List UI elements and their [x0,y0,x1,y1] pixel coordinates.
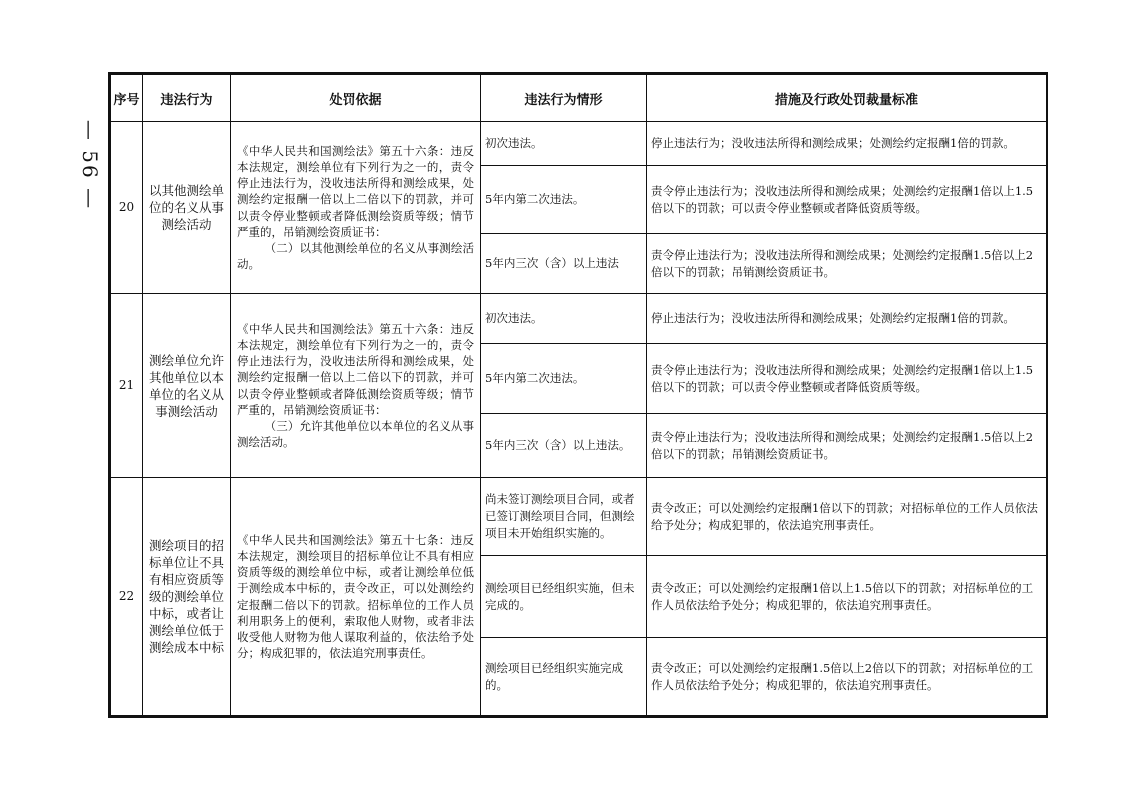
row-seq: 21 [111,294,143,478]
basis-text: 《中华人民共和国测绘法》第五十七条：违反本法规定，测绘项目的招标单位让不具有相应资质等级的测绘单位中标，或者让测绘单位低于测绘成本中标的，责令改正，可以处测绘约定报酬二倍以下的罚款。招标单位的工作人员利用职务上的便利，索取他人财物，或者非法收受他人财物为他人谋取利益的，依法给予处分；构成犯罪的，依法追究刑事责任。 [237,532,474,661]
row-violation: 测绘项目的招标单位让不具有相应资质等级的测绘单位中标，或者让测绘单位低于测绘成本中标 [143,478,231,716]
standard-cell: 停止违法行为；没收违法所得和测绘成果；处测绘约定报酬1倍的罚款。 [647,122,1047,166]
row-seq: 20 [111,122,143,294]
situation-cell: 初次违法。 [481,122,647,166]
situation-cell: 5年内第二次违法。 [481,344,647,414]
situation-cell: 初次违法。 [481,294,647,344]
row-violation: 测绘单位允许其他单位以本单位的名义从事测绘活动 [143,294,231,478]
table-row [111,294,1047,344]
header-legal-basis: 处罚依据 [231,75,481,122]
row-legal-basis [231,478,481,716]
row-legal-basis [231,122,481,294]
standard-cell: 责令停止违法行为；没收违法所得和测绘成果；处测绘约定报酬1倍以上1.5倍以下的罚款；可以责令停业整顿或者降低资质等级。 [647,344,1047,414]
situation-cell: 测绘项目已经组织实施完成的。 [481,638,647,716]
situation-cell: 5年内三次（含）以上违法。 [481,414,647,478]
page-number: — 56 — [78,119,102,211]
row-legal-basis [231,294,481,478]
table-row [111,478,1047,556]
basis-clause: （二）以其他测绘单位的名义从事测绘活动。 [237,240,474,272]
header-violation: 违法行为 [143,75,231,122]
standard-cell: 责令改正；可以处测绘约定报酬1倍以下的罚款；对招标单位的工作人员依法给予处分；构成犯罪的，依法追究刑事责任。 [647,478,1047,556]
basis-clause: （三）允许其他单位以本单位的名义从事测绘活动。 [237,418,474,450]
table-row [111,122,1047,166]
penalty-standards-table [110,74,1047,716]
standard-cell: 责令停止违法行为；没收违法所得和测绘成果；处测绘约定报酬1.5倍以上2倍以下的罚款；吊销测绘资质证书。 [647,234,1047,294]
standard-cell: 责令停止违法行为；没收违法所得和测绘成果；处测绘约定报酬1.5倍以上2倍以下的罚款；吊销测绘资质证书。 [647,414,1047,478]
situation-cell: 5年内第二次违法。 [481,166,647,234]
standard-cell: 责令改正；可以处测绘约定报酬1倍以上1.5倍以下的罚款；对招标单位的工作人员依法给予处分；构成犯罪的，依法追究刑事责任。 [647,556,1047,638]
standard-cell: 责令改正；可以处测绘约定报酬1.5倍以上2倍以下的罚款；对招标单位的工作人员依法给予处分；构成犯罪的，依法追究刑事责任。 [647,638,1047,716]
header-situation: 违法行为情形 [481,75,647,122]
table-header-row [111,75,1047,122]
header-seq: 序号 [111,75,143,122]
situation-cell: 5年内三次（含）以上违法 [481,234,647,294]
situation-cell: 测绘项目已经组织实施，但未完成的。 [481,556,647,638]
row-seq: 22 [111,478,143,716]
situation-cell: 尚未签订测绘项目合同，或者已签订测绘项目合同，但测绘项目未开始组织实施的。 [481,478,647,556]
basis-text: 《中华人民共和国测绘法》第五十六条：违反本法规定，测绘单位有下列行为之一的，责令停止违法行为，没收违法所得和测绘成果，处测绘约定报酬一倍以上二倍以下的罚款，并可以责令停业整顿或者降低测绘资质等级；情节严重的，吊销测绘资质证书： [237,143,474,239]
penalty-table-frame [108,72,1048,718]
standard-cell: 停止违法行为；没收违法所得和测绘成果；处测绘约定报酬1倍的罚款。 [647,294,1047,344]
header-penalty-standard: 措施及行政处罚裁量标准 [647,75,1047,122]
row-violation: 以其他测绘单位的名义从事测绘活动 [143,122,231,294]
standard-cell: 责令停止违法行为；没收违法所得和测绘成果；处测绘约定报酬1倍以上1.5倍以下的罚款；可以责令停业整顿或者降低资质等级。 [647,166,1047,234]
basis-text: 《中华人民共和国测绘法》第五十六条：违反本法规定，测绘单位有下列行为之一的，责令停止违法行为，没收违法所得和测绘成果，处测绘约定报酬一倍以上二倍以下的罚款，并可以责令停业整顿或者降低测绘资质等级；情节严重的，吊销测绘资质证书： [237,321,474,417]
